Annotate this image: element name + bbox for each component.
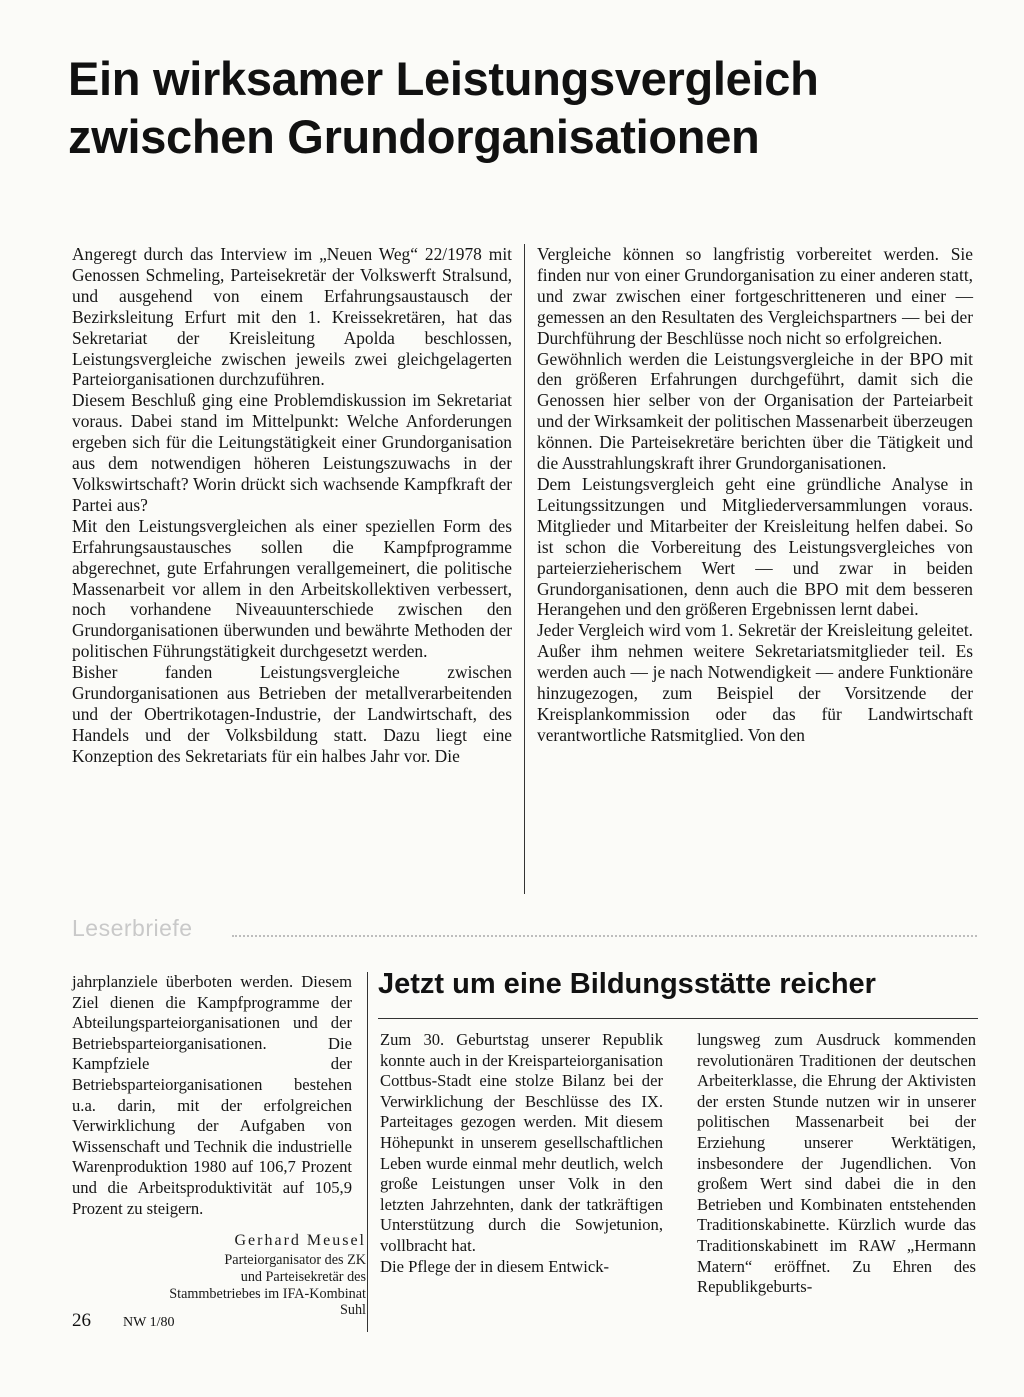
letter-2-paragraph: lungsweg zum Ausdruck kommenden revolutionären Traditionen der deutschen Arbeiterklasse, die Ehrung der Aktivisten der ersten Stunde nutzen wir in unserer politischen Massenarbeit bei der Erziehung unserer Werktätigen, insbesondere der Jugendlichen. Von großem Wert sind dabei die in den Betrieben und Kombinaten entstehenden Traditionskabinette. Kürzlich wurde das Traditionskabinett im RAW „Hermann Matern“ eröffnet. Zu Ehren des Republikgeburts-	[697, 1030, 976, 1297]
letters-divider	[367, 972, 368, 1332]
section-label-leserbriefe: Leserbriefe	[72, 915, 193, 941]
letter-1-byline	[160, 1232, 366, 1319]
column-divider	[524, 244, 525, 894]
article-paragraph: Bisher fanden Leistungsvergleiche zwischen Grundorganisationen aus Betrieben der metallverarbeitenden und der Obertrikotagen-Industrie, der Landwirtschaft, des Handels und der Volksbildung statt. Dazu liegt eine Konzeption des Sekretariats für ein halbes Jahr vor. Die	[72, 662, 512, 766]
letter-2-title: Jetzt um eine Bildungsstätte reicher	[378, 968, 876, 1000]
issue-label: NW 1/80	[123, 1315, 175, 1330]
article-paragraph: Jeder Vergleich wird vom 1. Sekretär der Kreisleitung geleitet. Außer ihm nehmen weitere Sekretariatsmitglieder teil. Es werden auch — je nach Notwendigkeit — andere Funktionäre hinzugezogen, zum Beispiel der Vorsitzende der Kreisplankommission oder das für Landwirtschaft verantwortliche Ratsmitglied. Von den	[537, 620, 973, 745]
article-column-1	[72, 244, 512, 767]
page-number: 26	[72, 1310, 91, 1331]
article-paragraph: Vergleiche können so langfristig vorbereitet werden. Sie finden nur von einer Grundorganisation zu einer anderen statt, und zwar zwischen einer fortgeschritteneren und einer — gemessen an den Resultaten des Vergleichspartners — bei der Durchführung der Beschlüsse noch nicht so erfolgreichen.	[537, 244, 973, 348]
article-paragraph: Diesem Beschluß ging eine Problemdiskussion im Sekretariat voraus. Dabei stand im Mittelpunkt: Welche Anforderungen ergeben sich für die Leitungstätigkeit einer Grundorganisation aus dem notwendigen höheren Leistungszuwachs in der Volkswirtschaft? Worin drückt sich wachsende Kampfkraft der Partei aus?	[72, 390, 512, 515]
headline	[68, 50, 968, 166]
article-column-2	[537, 244, 973, 746]
author-role-line: Parteiorganisator des ZK	[224, 1252, 366, 1268]
author-role	[160, 1252, 366, 1319]
author-name: Gerhard Meusel	[234, 1232, 366, 1249]
section-divider	[232, 935, 977, 937]
letter-2-title-rule	[378, 1018, 978, 1019]
author-role-line: Stammbetriebes im IFA-Kombinat Suhl	[169, 1285, 366, 1319]
letter-2-column-2	[697, 1030, 976, 1298]
author-role-line: und Parteisekretär des	[240, 1268, 366, 1285]
article-paragraph: Dem Leistungsvergleich geht eine gründliche Analyse in Leitungssitzungen und Mitgliederversammlungen voraus. Mitglieder und Mitarbeiter der Kreisleitung helfen dabei. So ist schon die Vorbereitung des Leistungsvergleiches von parteierzieherischem Wert — und zwar in beiden Grundorganisationen, denn auch die BPO mit dem besseren Herangehen und den größeren Ergebnissen lernt dabei.	[537, 473, 973, 620]
headline-line-2: zwischen Grundorganisationen	[68, 110, 760, 163]
page-footer	[72, 1310, 174, 1332]
article-paragraph: Gewöhnlich werden die Leistungsvergleiche in der BPO mit den größeren Erfahrungen durchgeführt, damit sich die Genossen hier selber von der Organisation der Parteiarbeit und der Wirksamkeit der politischen Massenarbeit überzeugen können. Die Parteisekretäre berichten über die Tätigkeit und die Ausstrahlungskraft ihrer Grundorganisationen.	[537, 348, 973, 474]
letter-2-paragraph: Zum 30. Geburtstag unserer Republik konnte auch in der Kreisparteiorganisation Cottbus-Stadt eine stolze Bilanz bei der Verwirklichung der Beschlüsse des IX. Parteitages gezogen werden. Mit diesem Höhepunkt in unserem gesellschaftlichen Leben wurde einmal mehr deutlich, welch große Leistungen unser Volk in den letzten Jahrzehnten, dank der tatkräftigen Unterstützung durch die Sowjetunion, vollbracht hat.	[380, 1030, 663, 1255]
headline-line-1: Ein wirksamer Leistungsvergleich	[68, 52, 819, 105]
letter-1-text: jahrplanziele überboten werden. Diesem Ziel dienen die Kampfprogramme der Abteilungsparteiorganisationen und der Betriebsparteiorganisationen. Die Kampfziele der Betriebsparteiorganisationen bestehen u.a. darin, mit der erfolgreichen Verwirklichung der Aufgaben von Wissenschaft und Technik die industrielle Warenproduktion 1980 auf 106,7 Prozent und die Arbeitsproduktivität auf 105,9 Prozent zu steigern.	[72, 972, 352, 1218]
letter-2-paragraph: Die Pflege der in diesem Entwick-	[380, 1256, 610, 1276]
letter-1-column	[72, 972, 352, 1219]
article-paragraph: Angeregt durch das Interview im „Neuen Weg“ 22/1978 mit Genossen Schmeling, Parteisekretär der Volkswerft Stralsund, und ausgehend von einem Erfahrungsaustausch der Bezirksleitung Erfurt mit den 1. Kreissekretären, hat das Sekretariat der Kreisleitung Apolda beschlossen, Leistungsvergleiche zwischen jeweils zwei gleichgelagerten Parteiorganisationen durchzuführen.	[72, 244, 512, 390]
letter-2-column-1	[380, 1030, 663, 1277]
article-paragraph: Mit den Leistungsvergleichen als einer speziellen Form des Erfahrungsaustausches sollen die Kampfprogramme abgerechnet, gute Erfahrungen verallgemeinert, die politische Massenarbeit vor allem in den Arbeitskollektiven verbessert, noch vorhandene Niveauunterschiede zwischen den Grundorganisationen überwunden und bewährte Methoden der politischen Führungstätigkeit durchgesetzt werden.	[72, 515, 512, 662]
